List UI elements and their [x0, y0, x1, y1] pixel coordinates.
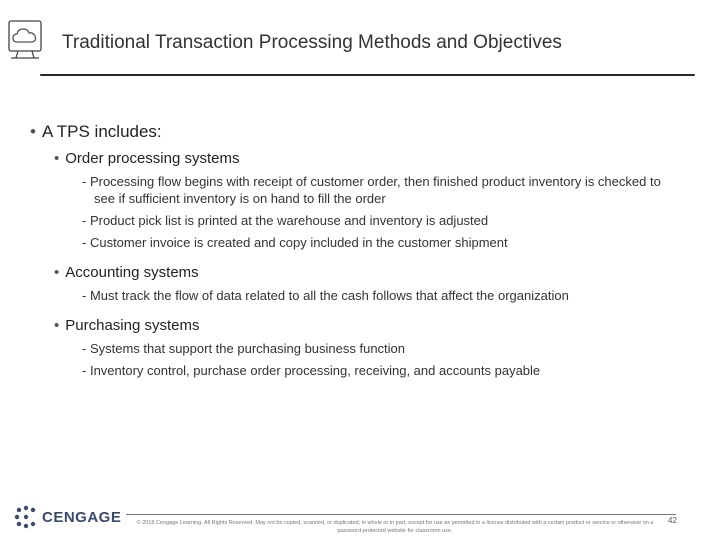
sub-item: - Customer invoice is created and copy included in the customer shipment: [82, 235, 508, 250]
section-heading: [54, 264, 670, 281]
sub-item-text: Systems that support the purchasing business function: [89, 341, 406, 356]
bullet-icon: •: [54, 150, 60, 167]
section-heading: [54, 150, 670, 167]
slide-content: [30, 122, 670, 384]
sub-item-text: Must track the flow of data related to all the cash follows that affect the organization: [89, 288, 569, 303]
sub-item-text: Inventory control, purchase order processing, receiving, and accounts payable: [89, 363, 541, 378]
footer-divider: [126, 514, 676, 515]
sub-item-text: Customer invoice is created and copy included in the customer shipment: [89, 235, 508, 250]
sub-item: - Product pick list is printed at the warehouse and inventory is adjusted: [82, 213, 489, 228]
bullet-icon: •: [54, 317, 60, 334]
sub-item: - Systems that support the purchasing business function: [82, 341, 406, 356]
cloud-monitor-icon: [8, 20, 42, 60]
page-number: 42: [668, 516, 677, 525]
brand-name: CENGAGE: [42, 508, 122, 526]
intro-text: A TPS includes:: [41, 122, 162, 141]
sub-item: - Inventory control, purchase order processing, receiving, and accounts payable: [82, 363, 541, 378]
copyright-notice: © 2018 Cengage Learning. All Rights Reserved. May not be copied, scanned, or duplicated, in whole or in part, except for use as permitted in a license distributed with a certain product or service or otherwise on a password-protected website for classroom use.: [136, 520, 654, 534]
bullet-icon: •: [30, 122, 36, 141]
cengage-mark-icon: [14, 505, 38, 529]
title-divider: [40, 74, 695, 76]
sub-item-text: Product pick list is printed at the warehouse and inventory is adjusted: [89, 213, 489, 228]
cengage-logo: [14, 505, 121, 529]
sub-item-text: Processing flow begins with receipt of customer order, then finished product inventory is checked to see if sufficient inventory is on hand to fill the order: [89, 174, 661, 206]
section-heading-text: Order processing systems: [65, 150, 240, 167]
page-title: Traditional Transaction Processing Methods and Objectives: [62, 32, 562, 53]
intro-bullet: [30, 122, 670, 142]
sub-item: - Must track the flow of data related to all the cash follows that affect the organization: [82, 288, 569, 303]
bullet-icon: •: [54, 264, 60, 281]
section-heading-text: Purchasing systems: [65, 317, 200, 334]
section-heading: [54, 317, 670, 334]
section-heading-text: Accounting systems: [65, 264, 199, 281]
sub-item: - Processing flow begins with receipt of customer order, then finished product inventory is checked to see if sufficient inventory is on hand to fill the order: [82, 174, 661, 206]
